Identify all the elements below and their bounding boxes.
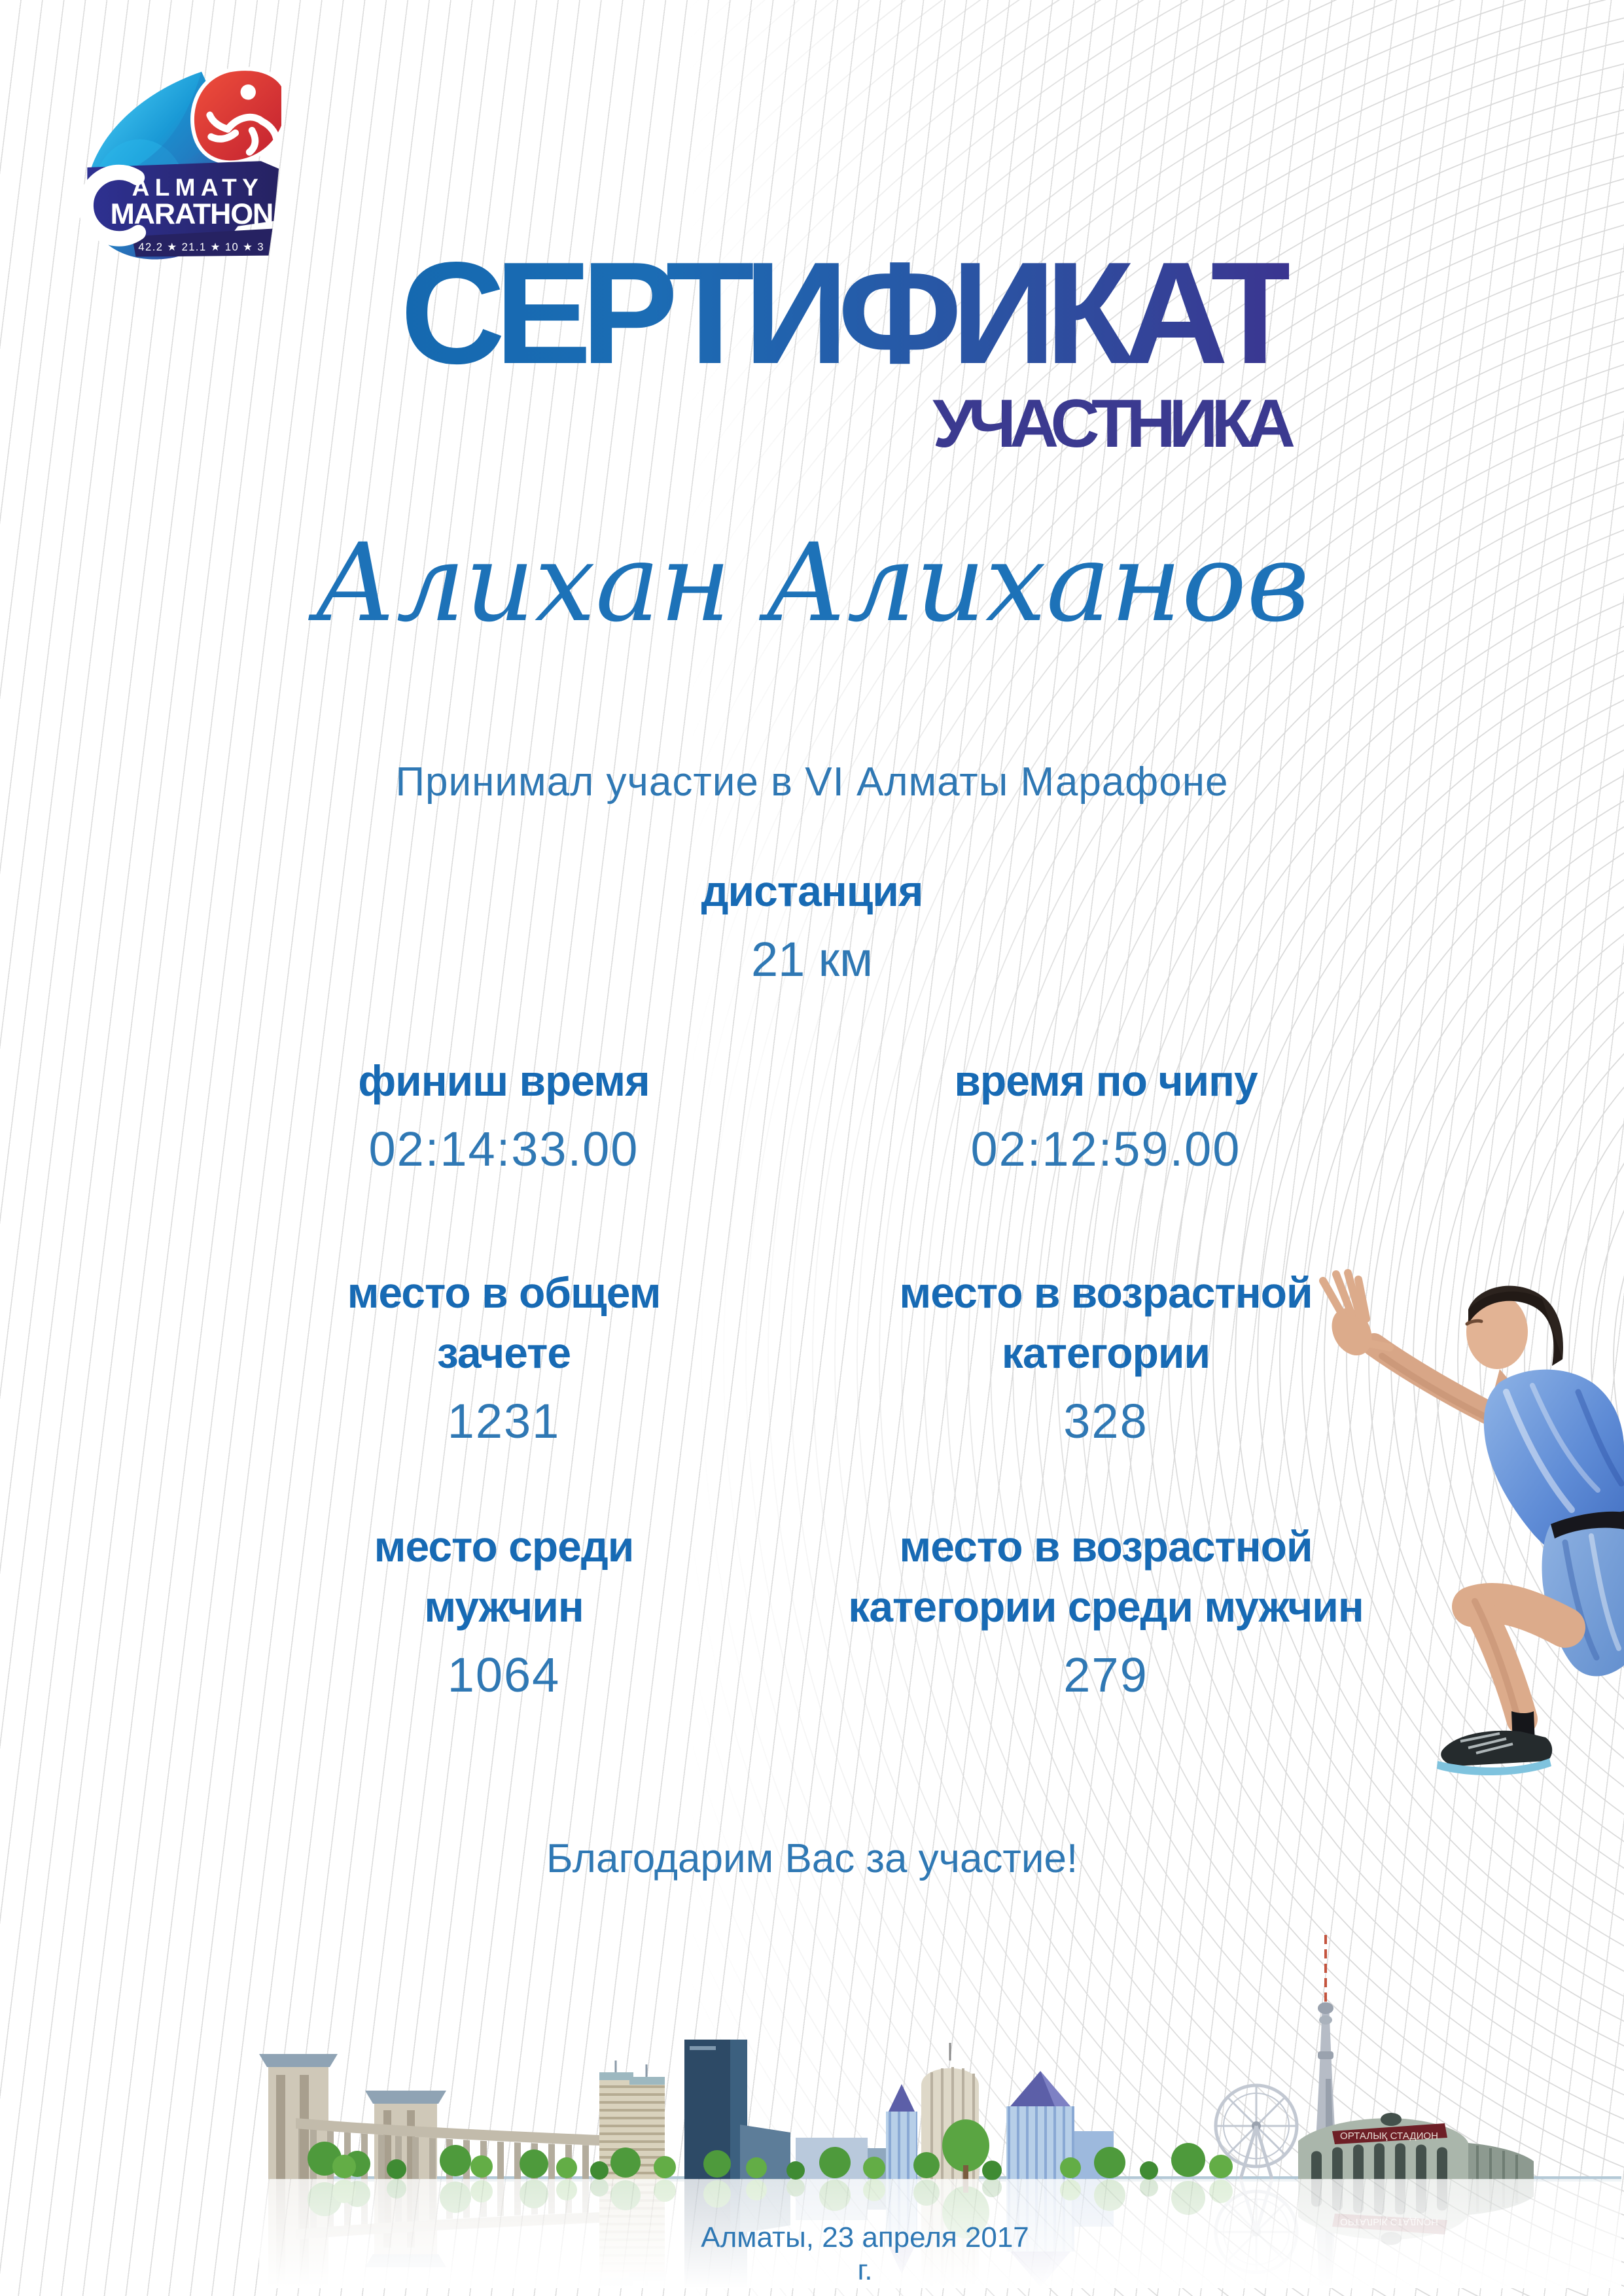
age-men-place-label	[844, 1516, 1368, 1637]
logo-text-almaty: ALMATY	[132, 173, 260, 201]
men-place-label-line1: место среди	[374, 1522, 634, 1571]
men-place-value: 1064	[447, 1648, 561, 1702]
men-place-label-line2: мужчин	[424, 1582, 584, 1631]
overall-place-label-line2: зачете	[436, 1329, 571, 1377]
men-place-label	[275, 1516, 733, 1637]
age-category-place-block	[844, 1262, 1368, 1449]
overall-place-value: 1231	[447, 1394, 561, 1448]
logo-distances: 42.2 ★ 21.1 ★ 10 ★ 3	[138, 240, 264, 253]
finish-time-block	[275, 1051, 733, 1177]
runner-shorts	[1542, 1511, 1624, 1677]
crystal-tower-small	[886, 2084, 917, 2179]
dark-skyscraper	[684, 2040, 790, 2179]
men-place-block	[275, 1516, 733, 1703]
certificate-subtitle: УЧАСТНИКА	[932, 386, 1289, 462]
age-place-label-line1: место в возрастной	[899, 1268, 1313, 1317]
runner-leg	[1437, 1601, 1565, 1775]
distance-value: 21 км	[750, 932, 874, 986]
stadium-sign: ОРТАЛЫҚ СТАДИОН	[1340, 2131, 1438, 2142]
overall-place-label-line1: место в общем	[347, 1268, 661, 1317]
almaty-marathon-logo	[71, 63, 281, 270]
chip-time-label: время по чипу	[954, 1056, 1258, 1105]
distance-label: дистанция	[701, 867, 923, 915]
finish-time-label: финиш время	[358, 1056, 650, 1105]
footer-place-date: Алматы, 23 апреля 2017 г.	[701, 2221, 1029, 2286]
age-men-place-label-line2: категории среди мужчин	[848, 1582, 1364, 1631]
age-place-label-line2: категории	[1001, 1329, 1210, 1377]
runner-photo-illustration	[1303, 1261, 1624, 1784]
logo-text-marathon: MARATHON	[110, 196, 274, 230]
certificate-title: СЕРТИФИКАТ	[400, 232, 1289, 394]
thanks-line: Благодарим Вас за участие!	[546, 1836, 1078, 1881]
participation-line: Принимал участие в VI Алматы Марафоне	[395, 759, 1229, 805]
chip-time-block	[844, 1051, 1368, 1177]
age-men-place-label-line1: место в возрастной	[899, 1522, 1313, 1571]
age-category-place-label	[844, 1262, 1368, 1383]
participant-name: Алихан Алиханов	[314, 520, 1310, 646]
overall-place-block	[275, 1262, 733, 1449]
overall-place-label	[275, 1262, 733, 1383]
logo-runner-badge	[192, 69, 281, 162]
age-men-place-block	[844, 1516, 1368, 1703]
age-category-place-value: 328	[1063, 1394, 1148, 1448]
logo-banner	[86, 161, 279, 256]
age-men-place-value: 279	[1063, 1648, 1148, 1702]
finish-time-value: 02:14:33.00	[368, 1122, 639, 1176]
chip-time-value: 02:12:59.00	[970, 1122, 1241, 1176]
